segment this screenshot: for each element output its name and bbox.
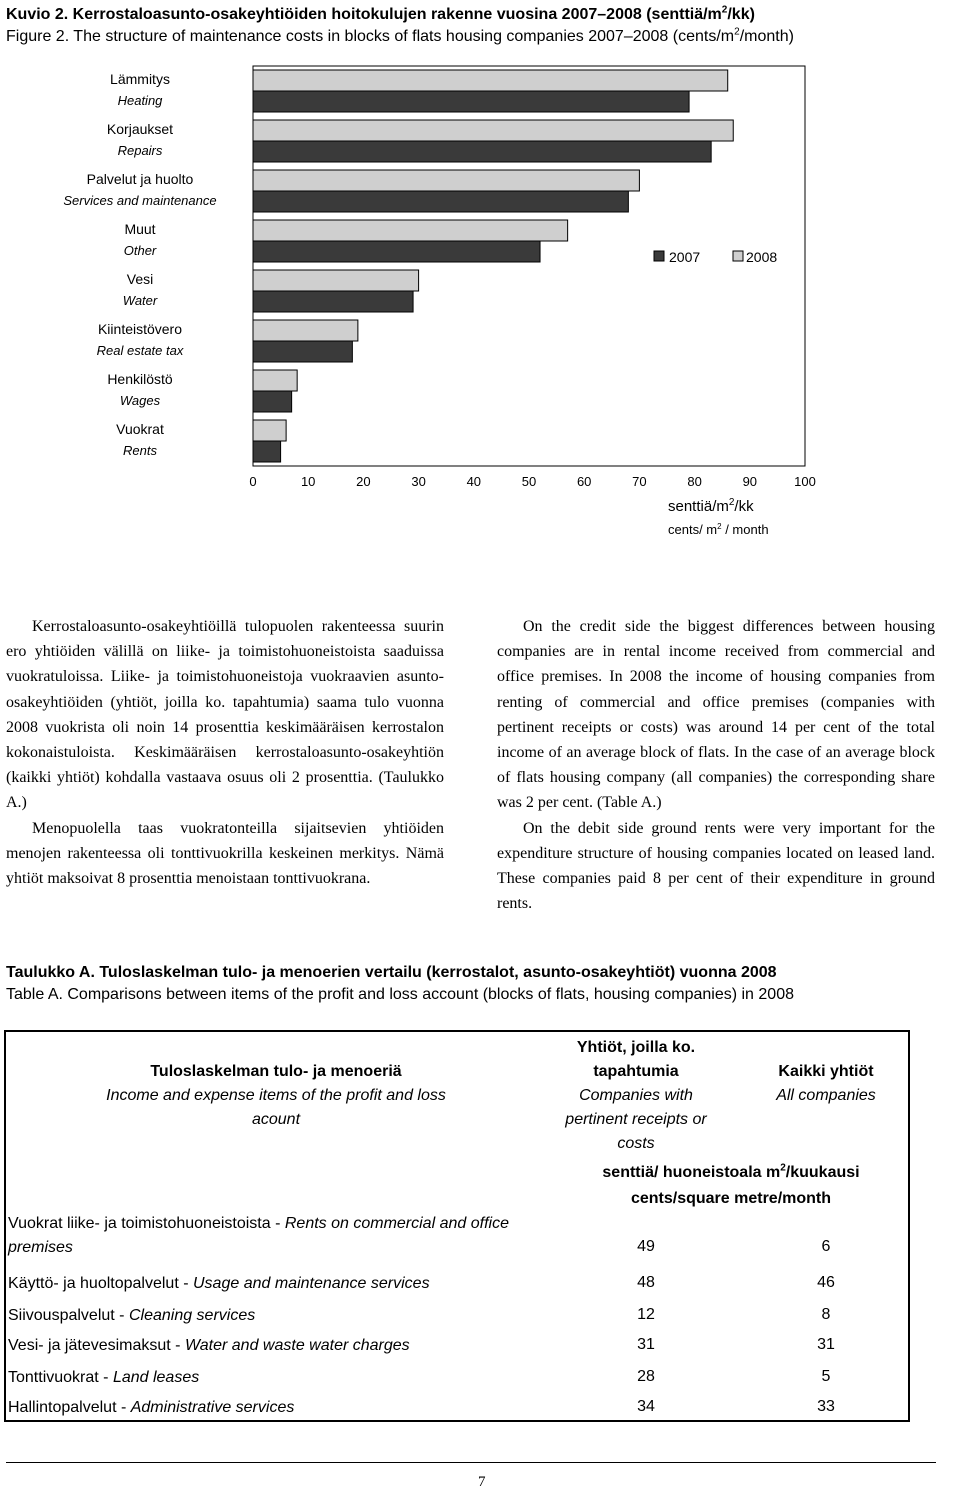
bar-2008-4 (253, 270, 419, 291)
table-title-en: Table A. Comparisons between items of the profit and loss account (blocks of flats, housing companies) in 2008 (6, 986, 794, 1003)
body-text-fi (6, 614, 444, 891)
category-label-fi: Henkilöstö (107, 371, 173, 387)
bar-2007-4 (253, 291, 413, 312)
bar-2008-3 (253, 220, 568, 241)
category-label-fi: Palvelut ja huolto (86, 171, 194, 187)
bar-2007-1 (253, 141, 711, 162)
bar-2008-5 (253, 320, 358, 341)
page-number: 7 (478, 1474, 486, 1490)
legend-label-2007: 2007 (669, 249, 701, 265)
bar-2008-2 (253, 170, 639, 191)
figure-title (6, 4, 794, 48)
category-label-en: Real estate tax (96, 343, 184, 358)
x-tick-label: 20 (356, 474, 371, 489)
table-cell-col2: 46 (817, 1274, 835, 1291)
table-unit: senttiä/ huoneistoala $m^2$/kuukausi cents/square metre/month (602, 1162, 860, 1207)
bar-2007-3 (253, 241, 540, 262)
bar-2007-6 (253, 391, 292, 412)
body-text-en (497, 614, 935, 916)
category-label-en: Repairs (117, 143, 163, 158)
x-axis-label: senttiä/$m^2/kk$ (668, 497, 754, 515)
paragraph-fi-1: Kerrostaloasunto-osakeyhtiöillä tulopuolen rakenteessa suurin ero yhtiöiden välillä on liike- ja toimistohuoneistoista saaduissa vuokratuloissa. Liike- ja toimistohuoneistoja vuokraavien asunto-osakeyhtiöiden (yhtiöt, joilla ko. tapahtumia) saama tulo vuonna 2008 vuokrista oli noin 14 prosenttia keskimääräisen kerrostalon kokonaistuloista. Keskimääräisen kerrostaloasunto-osakeyhtiön (kaikki yhtiöt) kohdalla vastaava osuus oli 2 prosenttia. (Taulukko A.) (6, 618, 444, 812)
legend-label-2008: 2008 (746, 249, 778, 265)
paragraph-en-1: On the credit side the biggest differences between housing companies are in rental income received from commercial and office premises. In 2008 the income of housing companies from renting of commercial and office premises (companies with pertinent receipts or costs) was around 14 per cent of the total income of an average block of flats. In the case of an average block of flats housing company (all companies) the corresponding share was 2 per cent. (Table A.) (497, 618, 935, 812)
table-row-label: Tonttivuokrat - Land leases (8, 1369, 200, 1386)
category-label-en: Other (123, 243, 157, 258)
maintenance-cost-bar-chart (0, 56, 960, 546)
category-label-fi: Vuokrat (116, 421, 164, 437)
table-title-fi: Taulukko A. Tuloslaskelman tulo- ja menoerien vertailu (kerrostalot, asunto-osakeyhtiöt) vuonna 2008 (6, 964, 777, 981)
table-row-label: Käyttö- ja huoltopalvelut - Usage and maintenance services (8, 1275, 430, 1292)
x-tick-label: 60 (576, 474, 592, 489)
x-tick-label: 40 (466, 474, 482, 489)
table-cell-col1: 34 (637, 1398, 655, 1415)
x-tick-label: 50 (521, 474, 537, 489)
bar-2007-7 (253, 441, 281, 462)
table-cell-col2: 6 (821, 1238, 831, 1255)
table-cell-col1: 48 (637, 1274, 655, 1291)
table-cell-col1: 12 (637, 1306, 655, 1323)
category-label-fi: Muut (124, 221, 156, 237)
table-header-col1: Yhtiöt, joilla ko. tapahtumia Companies with pertinent receipts or costs (565, 1039, 707, 1152)
footer-divider (6, 1462, 936, 1463)
x-tick-label: 90 (742, 474, 758, 489)
x-axis-label-en: cents/ $m^2$ / month (668, 522, 769, 537)
figure-title-en: Figure 2. The structure of maintenance costs in blocks of flats housing companies 2007–2008 $(cents/m^2/month)$ (6, 26, 794, 45)
table-cell-col1: 49 (637, 1238, 655, 1255)
category-label-en: Rents (123, 443, 157, 458)
table-title (6, 962, 794, 1006)
comparison-table (4, 1030, 910, 1422)
table-header-items: Tuloslaskelman tulo- ja menoeriä Income and expense items of the profit and loss acount (106, 1063, 446, 1128)
table-cell-col2: 8 (821, 1306, 831, 1323)
table-row-label: Vesi- ja jätevesimaksut - Water and waste water charges (8, 1337, 410, 1354)
x-tick-label: 0 (249, 474, 257, 489)
bar-2008-0 (253, 70, 728, 91)
table-header-col2: Kaikki yhtiöt All companies (776, 1063, 876, 1104)
category-label-en: Heating (117, 93, 163, 108)
category-label-en: Services and maintenance (63, 193, 217, 208)
paragraph-fi-2: Menopuolella taas vuokratonteilla sijaitsevien yhtiöiden menojen rakenteessa oli tonttivuokrilla keskeinen merkitys. Nämä yhtiöt maksoivat 8 prosenttia menoistaan tonttivuokrana. (6, 819, 444, 888)
category-label-fi: Vesi (126, 271, 154, 287)
legend-swatch-2007 (654, 251, 664, 261)
x-tick-label: 10 (300, 474, 316, 489)
category-label-en: Wages (119, 393, 161, 408)
table-row-label: Vuokrat liike- ja toimistohuoneistoista - Rents on commercial and office premises (8, 1215, 509, 1256)
table-cell-col2: 5 (821, 1368, 831, 1385)
table-cell-col1: 28 (637, 1368, 655, 1385)
table-row-label: Hallintopalvelut - Administrative services (8, 1399, 295, 1416)
category-label-en: Water (122, 293, 158, 308)
x-tick-label: 100 (794, 474, 816, 489)
x-tick-label: 80 (687, 474, 702, 489)
bar-2008-1 (253, 120, 733, 141)
table-cell-col2: 33 (817, 1398, 835, 1415)
paragraph-en-2: On the debit side ground rents were very important for the expenditure structure of housing companies located on leased land. These companies paid 8 per cent of their expenditure in ground rents. (497, 819, 935, 913)
bar-2007-5 (253, 341, 352, 362)
bar-2007-2 (253, 191, 628, 212)
x-tick-label: 30 (411, 474, 426, 489)
category-label-fi: Korjaukset (106, 121, 174, 137)
category-label-fi: Lämmitys (110, 71, 170, 87)
legend-swatch-2008 (733, 251, 743, 261)
bar-2008-6 (253, 370, 297, 391)
x-tick-label: 70 (632, 474, 647, 489)
table-cell-col1: 31 (637, 1336, 655, 1353)
bar-2007-0 (253, 91, 689, 112)
bar-2008-7 (253, 420, 286, 441)
table-cell-col2: 31 (817, 1336, 835, 1353)
figure-title-fi: Kuvio 2. Kerrostaloasunto-osakeyhtiöiden hoitokulujen rakenne vuosina 2007–2008 $(senttiä/m^2/kk)$ (6, 4, 755, 23)
category-label-fi: Kiinteistövero (97, 321, 183, 337)
table-row-label: Siivouspalvelut - Cleaning services (8, 1307, 256, 1324)
